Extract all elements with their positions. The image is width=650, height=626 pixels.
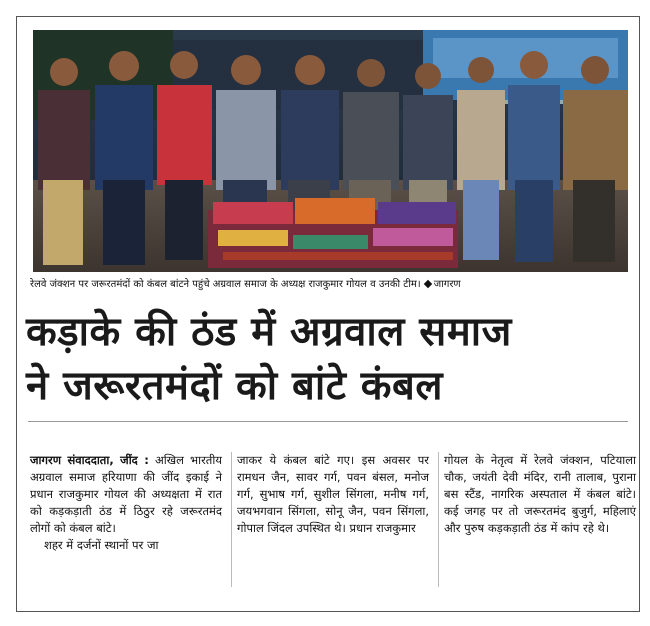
column-1-text: अखिल भारतीय अग्रवाल समाज हरियाणा की जींद इकाई ने प्रधान राजकुमार गोयल की अध्यक्षता में रात को कड़कड़ाती ठंड में ठिठुर रहे जरूरतमंद लोगों को कंबल बांटे। <box>30 453 222 535</box>
group-photo-icon <box>33 30 628 272</box>
caption-credit: जागरण <box>433 279 461 290</box>
column-1-paragraph-2: शहर में दर्जनों स्थानों पर जा <box>44 538 159 552</box>
article-column-3: गोयल के नेतृत्व में रेलवे जंक्शन, पटियाला चौक, जयंती देवी मंदिर, रानी तालाब, पुराना बस स्टैंड, नागरिक अस्पताल में कंबल बांटे। कई जगह पर तो जरूरतमंद बुजुर्ग, महिलाएं और पुरुष कड़कड़ाती ठंड में कांप रहे थे। <box>444 453 636 535</box>
group-photo <box>33 30 628 272</box>
divider <box>28 421 628 422</box>
headline-line-1: कड़ाके की ठंड में अग्रवाल समाज <box>26 309 512 355</box>
diamond-icon <box>423 279 431 287</box>
article-column-1 <box>30 452 222 554</box>
headline-line-2: ने जरूरतमंदों को बांटे कंबल <box>26 363 443 409</box>
headline <box>26 305 626 413</box>
article-column-2: जाकर ये कंबल बांटे गए। इस अवसर पर रामधन जैन, सावर गर्ग, पवन बंसल, मनोज गर्ग, सुभाष गर्ग, सुशील सिंगला, मनीष गर्ग, जयभगवान सिंगला, सोनू जैन, पवन सिंगला, गोपाल जिंदल उपस्थित थे। प्रधान राजकुमार <box>237 453 429 535</box>
column-separator <box>231 452 232 587</box>
byline: जागरण संवाददाता, जींद : <box>30 453 149 467</box>
caption-text: रेलवे जंक्शन पर जरूरतमंदों को कंबल बांटने पहुंचे अग्रवाल समाज के अध्यक्ष राजकुमार गोयल व उनकी टीम। <box>30 279 421 290</box>
photo-caption <box>30 278 634 292</box>
column-separator <box>438 452 439 587</box>
article-body <box>30 452 636 602</box>
